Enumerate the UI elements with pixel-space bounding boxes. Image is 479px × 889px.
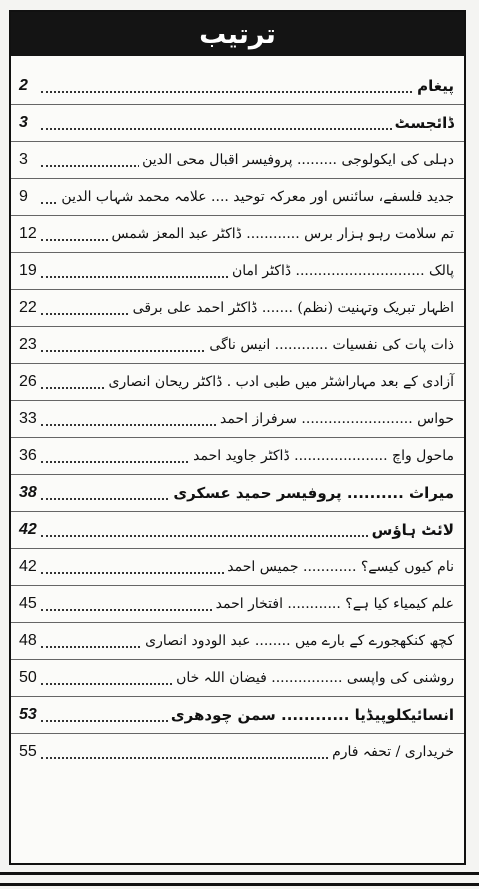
toc-entry bbox=[11, 660, 464, 696]
page-number: 42 bbox=[19, 521, 37, 538]
toc-entry bbox=[11, 438, 464, 474]
toc-entry bbox=[11, 179, 464, 215]
article-title: کچھ کنکھجورے کے بارے میں ........ عبد الودود انصاری bbox=[142, 623, 454, 659]
contents-header bbox=[11, 12, 464, 56]
article-title: جدید فلسفے، سائنس اور معرکہ توحید .... علامہ محمد شہاب الدین bbox=[58, 179, 454, 215]
page-number: 26 bbox=[19, 373, 37, 390]
bottom-border bbox=[0, 872, 479, 886]
page-number: 9 bbox=[19, 188, 28, 205]
page-number: 12 bbox=[19, 225, 37, 242]
page-number: 3 bbox=[19, 151, 28, 168]
page-number: 55 bbox=[19, 743, 37, 760]
page-number: 53 bbox=[19, 706, 37, 723]
page-number: 48 bbox=[19, 632, 37, 649]
article-title: ذات پات کی نفسیات ............ انیس ناگی bbox=[206, 327, 454, 363]
page-number: 2 bbox=[19, 77, 28, 94]
toc-entry bbox=[11, 105, 464, 141]
toc-entry bbox=[11, 512, 464, 548]
toc-entry bbox=[11, 475, 464, 511]
article-title: روشنی کی واپسی ................ فیضان اللہ خاں bbox=[173, 660, 454, 696]
toc-entry bbox=[11, 327, 464, 363]
contents-title: ترتیب bbox=[199, 18, 276, 50]
article-title: ماحول واچ ..................... ڈاکٹر جاوید احمد bbox=[190, 438, 454, 474]
toc-entry bbox=[11, 623, 464, 659]
toc-entry bbox=[11, 401, 464, 437]
article-title: تم سلامت رہو ہزار برس ............ ڈاکٹر عبد المعز شمس bbox=[108, 216, 454, 252]
section-title: پیغام bbox=[414, 68, 454, 104]
page-number: 19 bbox=[19, 262, 37, 279]
page-number: 3 bbox=[19, 114, 28, 131]
toc-entry bbox=[11, 253, 464, 289]
article-title: پالک ............................. ڈاکٹر امان bbox=[229, 253, 454, 289]
section-title: میراث .......... پروفیسر حمید عسکری bbox=[170, 475, 454, 511]
toc-entry bbox=[11, 734, 464, 770]
section-title: لائٹ ہاؤس bbox=[369, 512, 454, 548]
toc-entry bbox=[11, 549, 464, 585]
page-number: 42 bbox=[19, 558, 37, 575]
toc-entry bbox=[11, 697, 464, 733]
contents-frame bbox=[9, 10, 466, 865]
section-title: انسائیکلوپیڈیا ............ سمن چودھری bbox=[168, 697, 454, 733]
toc-entry bbox=[11, 142, 464, 178]
page-number: 36 bbox=[19, 447, 37, 464]
toc-entry bbox=[11, 586, 464, 622]
article-title: نام کیوں کیسے؟ ............ جمیس احمد bbox=[224, 549, 454, 585]
article-title: حواس ......................... سرفراز احمد bbox=[217, 401, 454, 437]
toc-entry bbox=[11, 216, 464, 252]
toc-entry bbox=[11, 364, 464, 400]
toc-entry bbox=[11, 68, 464, 104]
page-number: 45 bbox=[19, 595, 37, 612]
toc-entry bbox=[11, 290, 464, 326]
leader-dots bbox=[41, 91, 452, 93]
page-number: 22 bbox=[19, 299, 37, 316]
article-title: اظہار تبریک وتہنیت (نظم) ....... ڈاکٹر احمد علی برقی bbox=[130, 290, 454, 326]
section-title: ڈائجسٹ bbox=[392, 105, 454, 141]
article-title: علم کیمیاء کیا ہے؟ ............ افتخار احمد bbox=[213, 586, 454, 622]
article-title: آزادی کے بعد مہاراشٹر میں طبی ادب . ڈاکٹر ریحان انصاری bbox=[106, 364, 454, 400]
article-title: دہلی کی ایکولوجی ......... پروفیسر اقبال محی الدین bbox=[139, 142, 454, 178]
page-number: 50 bbox=[19, 669, 37, 686]
page-number: 38 bbox=[19, 484, 37, 501]
leader-dots bbox=[41, 128, 452, 130]
page-number: 33 bbox=[19, 410, 37, 427]
article-title: خریداری / تحفہ فارم bbox=[329, 734, 454, 770]
page-number: 23 bbox=[19, 336, 37, 353]
